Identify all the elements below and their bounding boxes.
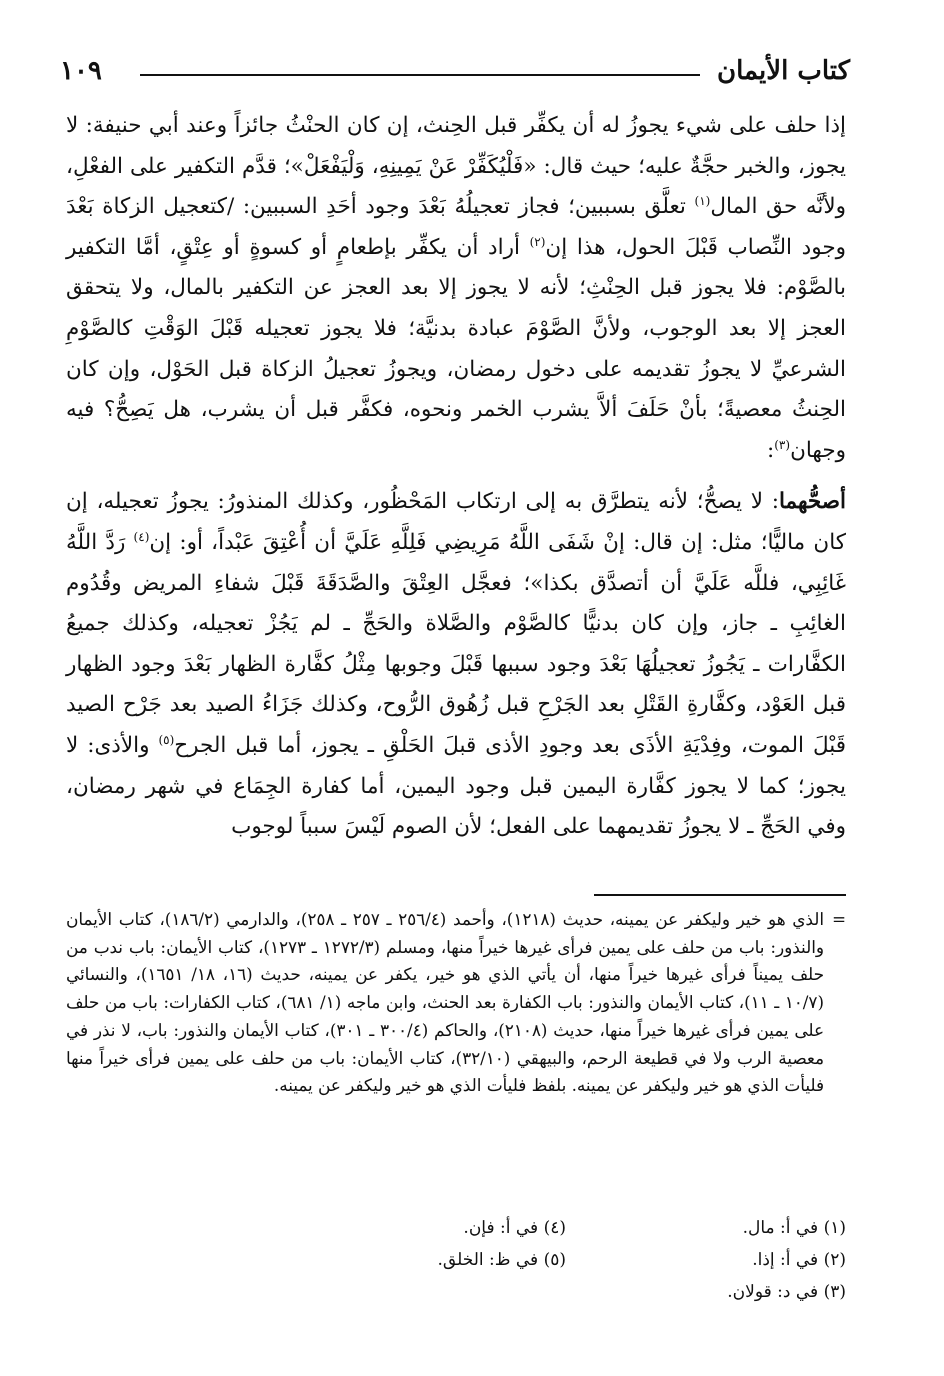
chapter-title: كتاب الأيمان xyxy=(716,56,850,86)
footnote-separator xyxy=(594,894,846,896)
text-run: أراد أن يكفِّر بإطعامٍ أو كسوةٍ أو عِتْقٍ، أمَّا التكفير بالصَّوْم: فلا يجوز قبل الحِنْثِ؛ لأنه لا يجوز إلا بعد العجز عن التكفير بالمال، ولا يتحقق العجز إلا بعد الوجوب، ولأنَّ الصَّوْمَ عبادة بدنيَّة؛ فلا يجوز تعجيله قَبْلَ الوَقْتِ كالصَّوْمِ الشرعيِّ لا يجوزُ تقديمه على دخول رمضان، ويجوزُ تعجيلُ الزكاة قبل الحَوْل، وإن كان الحِنثُ معصيةً؛ بأنْ حَلَفَ ألاَّ يشرب الخمر ونحوه، فكفَّر قبل أن يشرب، هل يَصِحُّ؟ فيه وجهان xyxy=(66,234,846,463)
footnote-row xyxy=(286,1276,846,1308)
footnote-item: (٢) في أ: إذا. xyxy=(752,1250,846,1270)
text-run: رَدَّ اللَّهُ غَائِبِي، فللَّه عَلَيَّ أن أتصدَّق بكذا»؛ فعجَّل العِتْقَ والصَّدَقَةَ قَبْلَ شفاءِ المريض وقُدُوم الغائِبِ ـ جاز، وإن كان بدنيًّا كالصَّوْم والصَّلاة والحَجِّ ـ لم يَجُزْ تعجيله، وكذلك جميعُ الكفَّارات ـ يَجُوزُ تعجيلُهَا بَعْدَ وجود سببها قَبْلَ وجوبها مِثْلُ كفَّارة الظهار بَعْدَ وجود الظهار قبل العَوْد، وكفَّارةِ القَتْلِ بعد الجَرْحِ قبل زُهُوق الرُّوح، وكذلك جَزَاءُ الصيد بعد جَرْح الصيد قَبْلَ الموت، وفِدْيَةِ الأذَى بعد وجودِ الأذى قبلَ الحَلْقِ ـ يجوز، أما قبل الجرح xyxy=(66,529,846,758)
footnote-item: (٥) في ظ: الخلق. xyxy=(437,1250,566,1270)
footnote-text: الذي هو خير وليكفر عن يمينه، حديث (١٢١٨)، وأحمد (٢٥٦/٤ ـ ٢٥٧ ـ ٢٥٨)، والدارمي (١٨٦/٢)، كتاب الأيمان والنذور: باب من حلف على يمين فرأى غيرها خيراً منها، ومسلم (١٢٧٢/٣ ـ ١٢٧٣)، كتاب الأيمان: باب ندب من حلف يميناً فرأى غيرها خيراً منها، أن يأتي الذي هو خير، يكفر عن يمينه، حديث (١٦، ١٨/ ١٦٥١)، والنسائي (١٠/٧ ـ ١١)، كتاب الأيمان والنذور: باب الكفارة بعد الحنث، وابن ماجه (١/ ٦٨١)، كتاب الكفارات: باب من حلف على يمين فرأى غيرها خيراً منها، حديث (٢١٠٨)، والحاكم (٣٠٠/٤ ـ ٣٠١)، كتاب الأيمان والنذور: باب، لا نذر في معصية الرب ولا في قطيعة الرحم، والبيهقي (٣٢/١٠)، كتاب الأيمان: باب من حلف على يمين فرأى خيراً منها فليأت الذي هو خير وليكفر عن يمينه. بلفظ فليأت الذي هو خير وليكفر عن يمينه. xyxy=(66,909,825,1096)
footnotes-block xyxy=(66,906,846,1100)
footnote-row xyxy=(286,1212,846,1244)
lead-word: أصحُّهما xyxy=(779,489,846,515)
main-text xyxy=(66,106,846,848)
text-run: إذا حلف على شيء يجوزُ له أن يكفِّر قبل الحِنث، إن كان الحنْثُ جائزاً وعند أبي حنيفة: لا يجوز، والخبر حجَّةٌ عليه؛ حيث قال: «فَلْيُكَفِّرْ عَنْ يَمِينِهِ، وَلْيَفْعَلْ»؛ قدَّم التكفير على الفعْلِ، ولأنَّه حق المال xyxy=(66,113,846,220)
footnote-ref: (١) xyxy=(694,194,711,209)
footnote-ref: (٤) xyxy=(133,529,150,544)
footnote-item: (١) في أ: مال. xyxy=(742,1218,846,1238)
text-run: تعلَّق بسببين؛ فجاز تعجيلُهُ بَعْدَ وجود أحَدِ السببين: /كتعجيل الزكاة بَعْدَ وجود النِّصاب قَبْلَ الحول، هذا إن xyxy=(66,194,847,260)
footnote-item: (٣) في د: قولان. xyxy=(727,1282,846,1302)
footnote-ref: (٥) xyxy=(158,732,175,747)
text-run: : لا يصحُّ؛ لأنه يتطرَّق به إلى ارتكاب المَحْظُور، وكذلك المنذورُ: يجوزُ تعجيله، إن كان ماليًّا؛ مثل: إن قال: إنْ شَفَى اللَّهُ مَرِيضِي فَلِلَّهِ عَلَيَّ أن أُعْتِقَ عَبْداً، أو: إن xyxy=(66,489,846,555)
header-rule xyxy=(140,74,700,76)
continuation-marker: = xyxy=(831,909,846,929)
paragraph xyxy=(66,106,846,471)
text-run: : xyxy=(766,437,775,463)
footnote-ref: (٢) xyxy=(529,234,546,249)
footnote-row xyxy=(286,1244,846,1276)
page-number: ١٠٩ xyxy=(60,56,102,86)
paragraph xyxy=(66,482,846,847)
footnote-item: (٤) في أ: فإن. xyxy=(463,1218,566,1238)
footnote-ref: (٣) xyxy=(774,437,791,452)
page-header xyxy=(60,52,850,98)
footnote-list xyxy=(286,1212,846,1308)
text-run: والأذى: لا يجوز؛ كما لا يجوز كفَّارة اليمين قبل وجود اليمين، أما كفارة الجِمَاع في شهر رمضان، وفي الحَجِّ ـ لا يجوزُ تقديمهما على الفعل؛ لأن الصوم لَيْسَ سبباً لوجوب xyxy=(66,732,846,840)
footnote-continued xyxy=(66,906,846,1100)
